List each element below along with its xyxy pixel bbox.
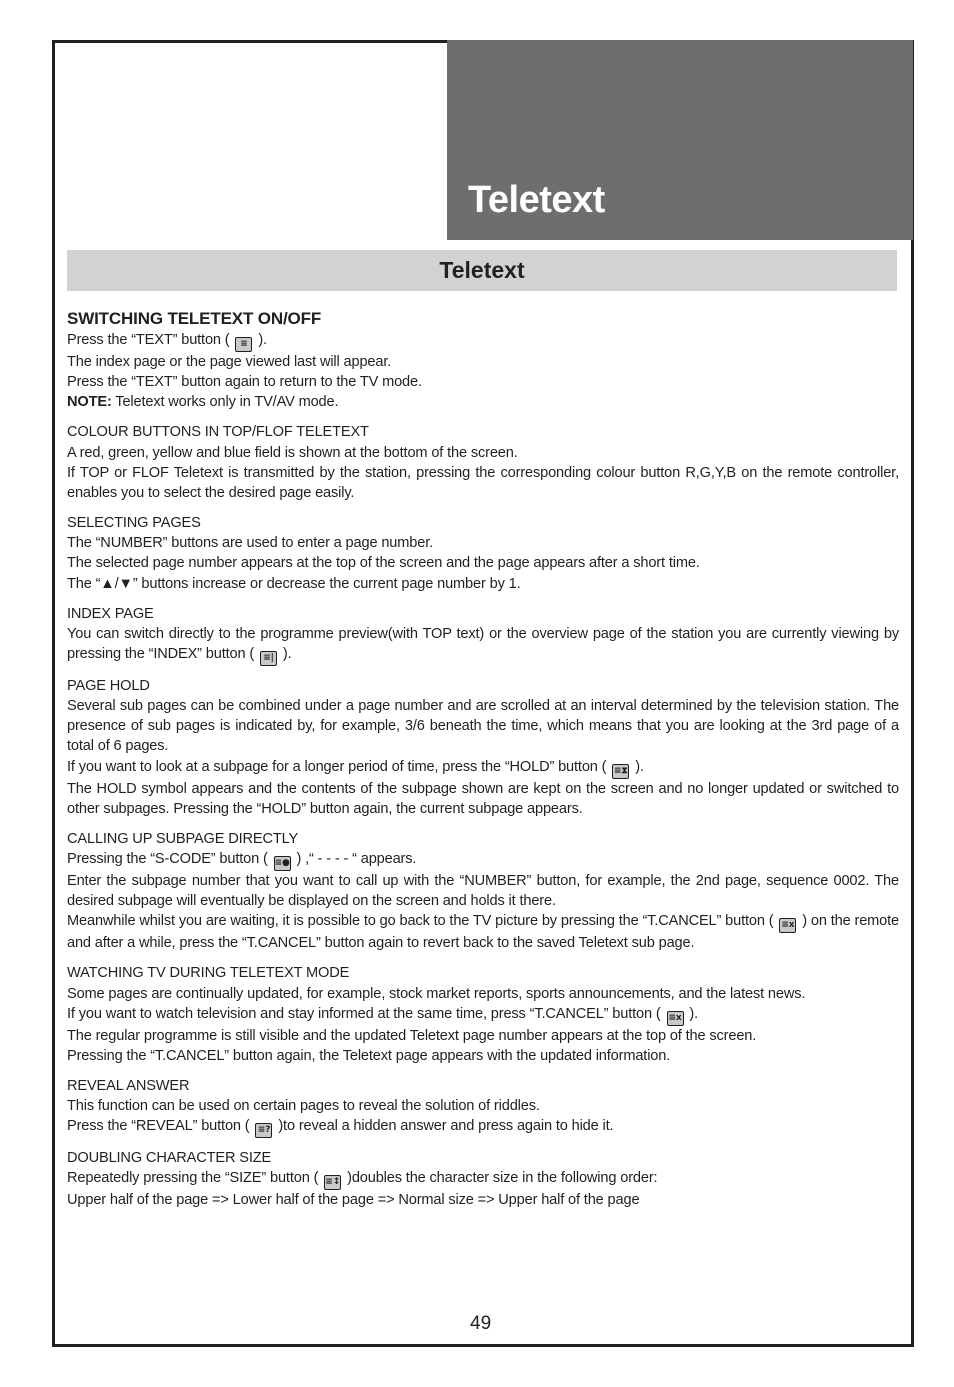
paragraph-line: The regular programme is still visible and the updated Teletext page number appears at the top of the screen.	[67, 1027, 757, 1044]
text-run: If you want to watch television and stay informed at the same time, press “T.CANCEL” button (	[67, 1005, 661, 1022]
watching-tv-section	[67, 963, 899, 1066]
paragraph-line: Pressing the “T.CANCEL” button again, the Teletext page appears with the updated information.	[67, 1048, 671, 1065]
sub-heading: PAGE HOLD	[67, 677, 150, 694]
paragraph-line: This function can be used on certain pages to reveal the solution of riddles.	[67, 1098, 540, 1115]
s-code-button-icon: ≡●	[274, 856, 291, 871]
paragraph-line	[67, 1116, 899, 1138]
paragraph-line: Some pages are continually updated, for example, stock market reports, sports announcements, and the latest news.	[67, 985, 806, 1002]
sub-heading: COLOUR BUTTONS IN TOP/FLOF TELETEXT	[67, 424, 369, 441]
paragraph-line: The “NUMBER” buttons are used to enter a page number.	[67, 535, 434, 552]
hold-button-icon: ≡⧗	[612, 764, 629, 779]
section-title: Teletext	[439, 257, 525, 283]
text-run: You can switch directly to the programme preview(with TOP text) or the overview page of the station you are currently viewing by pressing the “INDEX” button (	[67, 625, 899, 663]
chapter-title: Teletext	[468, 179, 605, 221]
sub-heading: CALLING UP SUBPAGE DIRECTLY	[67, 830, 299, 847]
text-run: ) on the remote and after a while, press the “T.CANCEL” button again to revert back to the saved Teletext sub page.	[67, 913, 900, 952]
section-title-bar	[67, 250, 897, 291]
text-run: Repeatedly pressing the “SIZE” button (	[67, 1170, 319, 1187]
sub-heading: INDEX PAGE	[67, 605, 154, 622]
paragraph-line: A red, green, yellow and blue field is shown at the bottom of the screen.	[67, 444, 518, 461]
text-run: Press the “TEXT” button (	[67, 332, 230, 348]
paragraph-line	[67, 1004, 899, 1026]
note-line	[67, 392, 899, 412]
index-button-icon: ≡|	[260, 651, 277, 666]
paragraph-line: Enter the subpage number that you want to call up with the “NUMBER” button, for example, the 2nd page, sequence 0002. The desired subpage will eventually be displayed on the screen and holds it there.	[67, 873, 899, 910]
text-run: )to reveal a hidden answer and press again to hide it.	[278, 1118, 614, 1135]
paragraph-line: The index page or the page viewed last will appear.	[67, 354, 392, 370]
colour-buttons-section	[67, 422, 899, 503]
text-run: Press the “REVEAL” button (	[67, 1118, 250, 1135]
paragraph-line: Press the “TEXT” button again to return to the TV mode.	[67, 374, 422, 391]
text-run: ).	[689, 1005, 699, 1022]
t-cancel-button-icon: ≡x	[779, 918, 796, 933]
sub-heading: WATCHING TV DURING TELETEXT MODE	[67, 965, 350, 982]
reveal-button-icon: ≡?	[255, 1123, 272, 1138]
paragraph-line	[67, 624, 899, 666]
text-run: Meanwhile whilst you are waiting, it is possible to go back to the TV picture by pressing the “T.CANCEL” button (	[67, 913, 774, 930]
paragraph-line: The HOLD symbol appears and the contents of the subpage shown are kept on the screen and no longer updated or switched to other subpages. Pressing the “HOLD” button again, the current subpage appears.	[67, 780, 899, 817]
sub-heading: REVEAL ANSWER	[67, 1078, 190, 1095]
text-button-icon: ≡	[235, 337, 252, 352]
paragraph-line: Several sub pages can be combined under a page number and are scrolled at an interval determined by the television station. The presence of sub pages is indicated by, for example, 3/6 beneath the time, which means that you are looking at the 3rd page of a total of 6 pages.	[67, 698, 899, 755]
main-heading: SWITCHING TELETEXT ON/OFF	[67, 309, 322, 328]
text-run: ).	[258, 332, 267, 348]
text-run: Pressing the “S-CODE” button (	[67, 851, 268, 868]
paragraph-line	[67, 1168, 899, 1190]
paragraph-line: The selected page number appears at the top of the screen and the page appears after a short time.	[67, 555, 700, 572]
paragraph-line: If TOP or FLOF Teletext is transmitted by the station, pressing the corresponding colour button R,G,Y,B on the remote controller, enables you to select the desired page easily.	[67, 464, 899, 502]
page-hold-section	[67, 676, 899, 819]
paragraph-line	[67, 849, 899, 871]
size-button-icon: ≡↕	[324, 1175, 341, 1190]
sub-heading: SELECTING PAGES	[67, 515, 201, 532]
page-number: 49	[470, 1313, 492, 1334]
reveal-answer-section	[67, 1076, 899, 1138]
selecting-pages-section	[67, 513, 899, 594]
text-run: ) ,“ - - - - “ appears.	[296, 851, 417, 868]
page-content	[67, 308, 899, 1211]
text-run: ).	[635, 758, 644, 775]
paragraph-line: The “▲/▼” buttons increase or decrease the current page number by 1.	[67, 575, 521, 592]
chapter-banner	[447, 40, 913, 240]
text-run: If you want to look at a subpage for a longer period of time, press the “HOLD” button (	[67, 758, 607, 775]
sub-heading: DOUBLING CHARACTER SIZE	[67, 1150, 272, 1167]
t-cancel-button-icon: ≡x	[667, 1011, 684, 1026]
paragraph-line	[67, 757, 899, 779]
switching-section	[67, 308, 899, 413]
text-run: )doubles the character size in the following order:	[347, 1170, 658, 1187]
note-label: NOTE:	[67, 394, 112, 411]
note-text: Teletext works only in TV/AV mode.	[111, 394, 339, 411]
text-run: ).	[282, 646, 292, 663]
paragraph-line: Upper half of the page => Lower half of the page => Normal size => Upper half of the page	[67, 1192, 640, 1209]
paragraph-line	[67, 330, 899, 352]
index-page-section	[67, 604, 899, 666]
paragraph-line	[67, 911, 899, 953]
character-size-section	[67, 1148, 899, 1210]
subpage-section	[67, 829, 899, 954]
